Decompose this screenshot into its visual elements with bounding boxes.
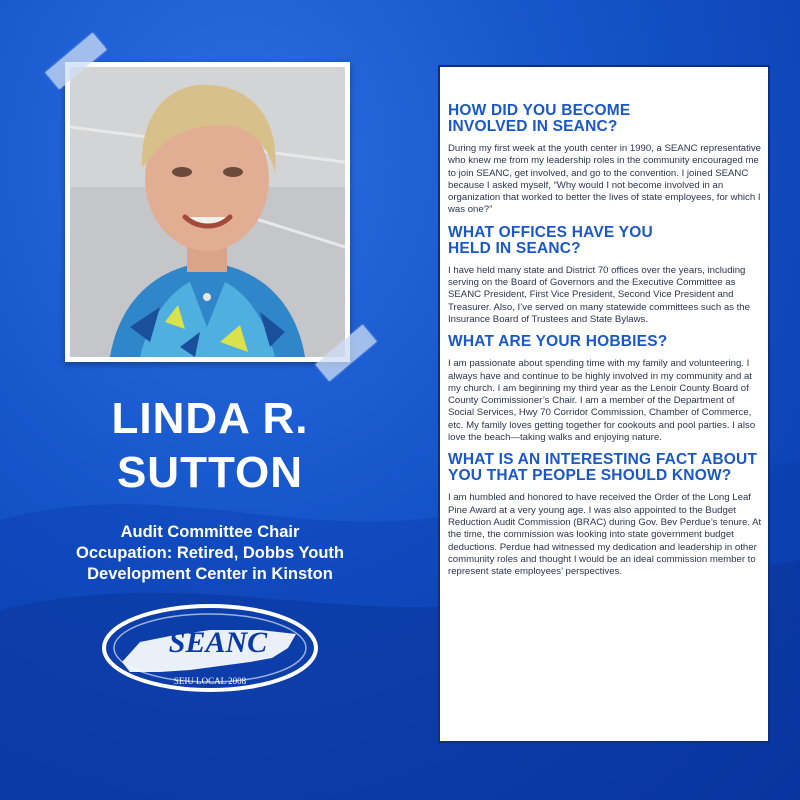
qa-item	[448, 334, 762, 444]
question-line: YOU THAT PEOPLE SHOULD KNOW?	[448, 467, 732, 485]
person-role: Audit Committee Chair	[120, 523, 300, 541]
answer-text: I am passionate about spending time with my family and volunteering. I always have and continue to be highly involved in my community and at my church. I am beginning my third year as the Lenoir County Board of County Commissioner’s Chair. I am a member of the Department of Social Services, Hwy 70 Corridor Commission, Chamber of Commerce, etc. My family loves getting together for cookouts and pool parties. I also love the beach—taking walks and enjoying nature.	[448, 358, 756, 444]
question-line: HELD IN SEANC?	[448, 239, 581, 257]
occupation-label: Occupation:	[75, 544, 173, 562]
question-line: HOW DID YOU BECOME	[448, 102, 631, 119]
question-heading	[448, 452, 762, 484]
question-line: WHAT OFFICES HAVE YOU	[448, 223, 653, 241]
answer-text: During my first week at the youth center in 1990, a SEANC representative who knew me from my leadership roles in the community encouraged me to join SEANC, get involved, and go to the convention. I joined SEANC because I asked myself, “Why would I not become involved in an organization that worked to better the lives of state employees, for which I was one?”	[448, 143, 762, 216]
seanc-logo	[100, 600, 320, 696]
question-heading	[448, 334, 762, 350]
qa-item	[448, 103, 762, 217]
person-occupation	[40, 543, 380, 585]
portrait-photo-frame	[65, 62, 350, 362]
logo-text: SEANC	[168, 626, 268, 659]
portrait-photo	[70, 67, 345, 357]
question-heading	[448, 225, 762, 257]
question-line: INVOLVED IN SEANC?	[448, 118, 618, 135]
answer-text: I am humbled and honored to have received the Order of the Long Leaf Pine Award at a very young age. I was also appointed to the Budget Reduction Audit Commission (BRAC) during Gov. Bev Perdue’s tenure. At the time, the commission was looking into state government budget deductions. Perdue had witnessed my dedication and leadership in other community roles and thought I would be an ideal commission member to represent state employees’ perspectives.	[448, 492, 762, 578]
occupation-value: Retired, Dobbs Youth Development Center in Kinston	[87, 544, 344, 583]
qa-item	[448, 452, 762, 578]
question-heading	[448, 103, 762, 135]
qa-panel	[438, 65, 770, 743]
question-line: WHAT IS AN INTERESTING FACT ABOUT	[448, 451, 758, 469]
qa-item	[448, 225, 762, 326]
question-line: WHAT ARE YOUR HOBBIES?	[448, 333, 668, 351]
person-name-line2: SUTTON	[116, 448, 304, 497]
person-info	[40, 392, 380, 585]
answer-text: I have held many state and District 70 offices over the years, including serving on the Board of Governors and the Executive Committee as SEANC President, First Vice President, Second Vice President and Treasurer. Also, I’ve served on many statewide committees such as the Insurance Board of Trustees and State Bylaws.	[448, 264, 750, 325]
person-name-line1: LINDA R.	[111, 394, 309, 443]
logo-subtext: SEIU LOCAL 2008	[173, 676, 247, 686]
